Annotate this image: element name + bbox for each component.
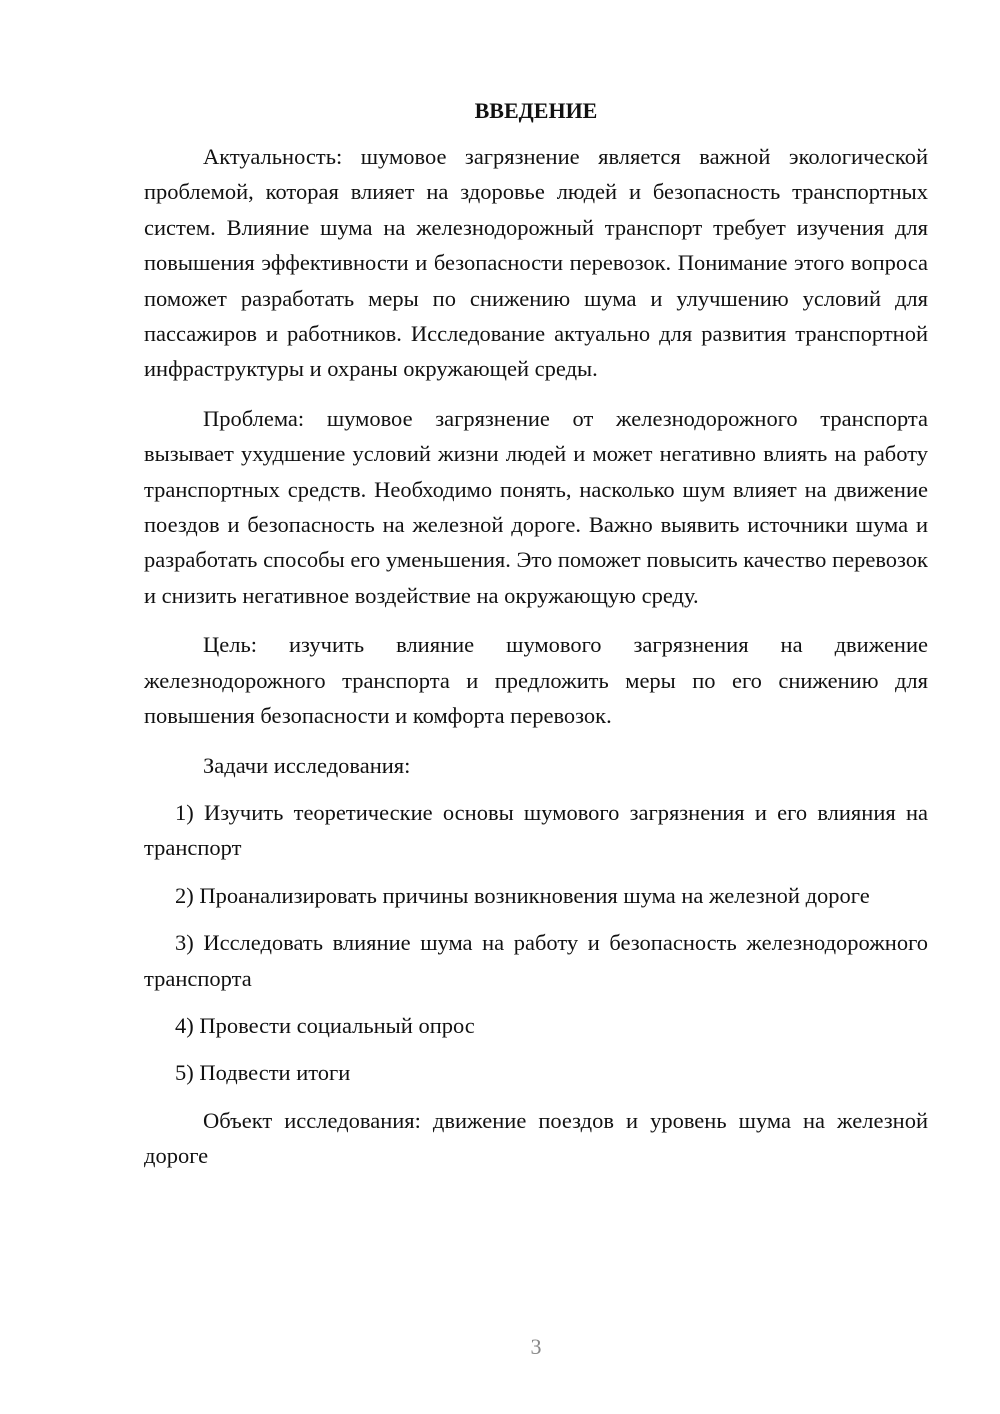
object-paragraph: Объект исследования: движение поездов и уровень шума на железной дороге	[144, 1107, 928, 1169]
page-content	[144, 95, 928, 1174]
task-item: 3) Исследовать влияние шума на работу и безопасность железнодорожного транспорта	[144, 930, 928, 991]
problem-paragraph: Проблема: шумовое загрязнение от железнодорожного транспорта вызывает ухудшение условий жизни людей и может негативно влиять на работу транспортных средств. Необходимо понять, насколько шум влияет на движение поездов и безопасность на железной дороге. Важно выявить источники шума и разработать способы его уменьшения. Это поможет повысить качество перевозок и снизить негативное воздействие на окружающую среду.	[144, 405, 928, 608]
relevance-paragraph: Актуальность: шумовое загрязнение является важной экологической проблемой, которая влияет на здоровье людей и безопасность транспортных систем. Влияние шума на железнодорожный транспорт требует изучения для повышения эффективности и безопасности перевозок. Понимание этого вопроса поможет разработать меры по снижению шума и улучшению условий для пассажиров и работников. Исследование актуально для развития транспортной инфраструктуры и охраны окружающей среды.	[144, 144, 928, 382]
task-item: 1) Изучить теоретические основы шумового загрязнения и его влияния на транспорт	[144, 799, 928, 861]
goal-paragraph: Цель: изучить влияние шумового загрязнения на движение железнодорожного транспорта и предложить меры по его снижению для повышения безопасности и комфорта перевозок.	[144, 632, 928, 729]
tasks-title: Задачи исследования:	[203, 752, 411, 778]
task-item: 4) Провести социальный опрос	[175, 1012, 475, 1038]
section-heading: ВВЕДЕНИЕ	[474, 98, 598, 123]
page-number: 3	[530, 1334, 542, 1359]
task-item: 2) Проанализировать причины возникновения шума на железной дороге	[175, 882, 870, 908]
task-item: 5) Подвести итоги	[175, 1060, 351, 1086]
